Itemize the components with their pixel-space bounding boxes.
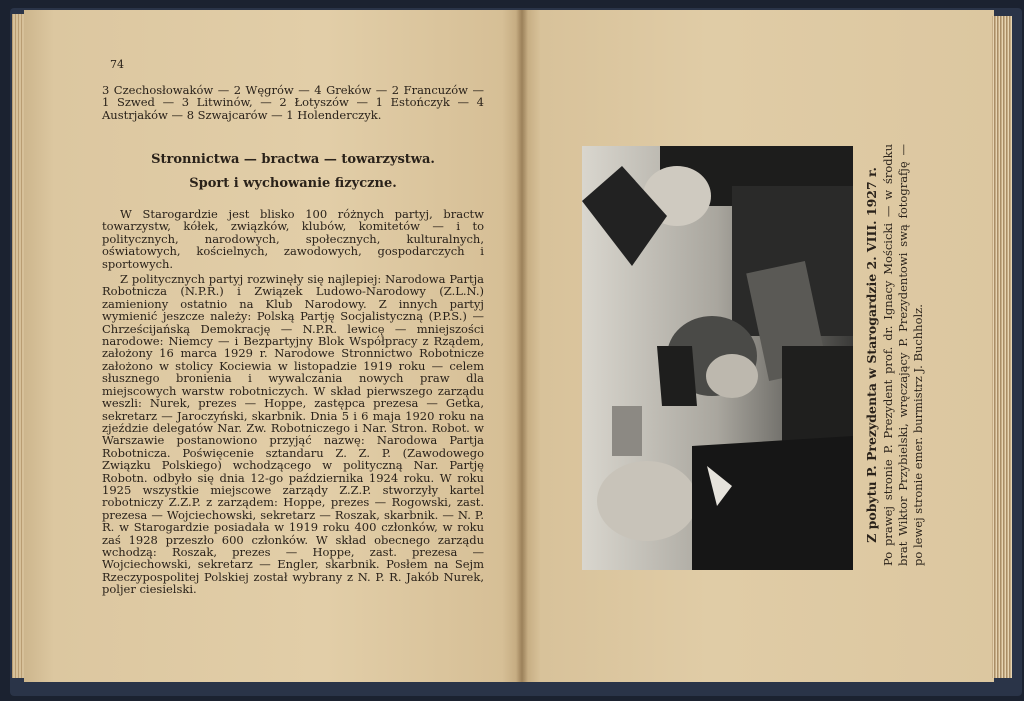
photograph-illustration <box>582 146 853 570</box>
body-text <box>102 208 484 599</box>
caption-title: Z pobytu P. Prezydenta w Starogardzie 2. VIII. 1927 r. <box>864 167 879 543</box>
right-page-edges <box>992 16 1012 678</box>
book-gutter <box>516 10 528 682</box>
section-heading: Stronnictwa — bractwa — towarzystwa. <box>151 152 435 167</box>
caption-body: Po prawej stronie P. Prezydent prof. dr. Ignacy Mościcki — w środku brat Wiktor Przybielski, wręczający P. Prezydentowi swą fotografję — po lewej stronie emer. burmistrz J. Buchholz. <box>881 144 925 566</box>
paragraph-1: W Starogardzie jest blisko 100 różnych partyj, bractw towarzystw, kółek, związków, klubów, komitetów — i to politycznych, narodowych, społecznych, kulturalnych, oświatowych, kościelnych, zawodowych, gospodarczych i sportowych. <box>102 207 484 271</box>
intro-paragraph: 3 Czechosłowaków — 2 Węgrów — 4 Greków — 2 Francuzów — 1 Szwed — 3 Litwinów, — 2 Łotyszów — 1 Estończyk — 4 Austrjaków — 8 Szwajcarów — 1 Holenderczyk. <box>102 83 484 122</box>
paragraph-2: Z politycznych partyj rozwinęły się najlepiej: Narodowa Partja Robotnicza (N.P.R.) i Związek Ludowo-Narodowy (Z.L.N.) zamieniony ostatnio na Klub Narodowy. Z innych partyj wymienić jeszcze należy: Polską Partję Socjalistyczną (P.P.S.) — Chrześcijańską Demokrację — N.P.R. lewicę — mniejszości narodowe: Niemcy — i Bezpartyjny Blok Współpracy z Rządem, założony 16 marca 1929 r. Narodowe Stronnictwo Robotnicze założono w stolicy Kociewia w listopadzie 1919 roku — celem słusznego bronienia i wywalczania nowych praw dla miejscowych warstw robotniczych. W skład pierwszego zarządu weszli: Nurek, prezes — Hoppe, zastępca prezesa — Getka, sekretarz — Jaroczyński, skarbnik. Dnia 5 i 6 maja 1920 roku na zjeździe delegatów Nar. Zw. Robotniczego i Nar. Stron. Robot. w Warszawie postanowiono przyjąć nazwę: Narodowa Partja Robotnicza. Poświęcenie sztandaru Z. Z. P. (Zawodowego Związku Polskiego) wchodzącego w polityczną Nar. Partję Robotn. odbyło się dnia 12-go października 1924 roku. W roku 1925 wszystkie miejscowe zarządy Z.Z.P. stworzyły kartel robotniczy Z.Z.P. z zarządem: Hoppe, prezes — Rogowski, zast. prezesa — Wojciechowski, sekretarz — Roszak, skarbnik. — N. P. R. w Starogardzie posiadała w 1919 roku 400 członków, w roku zaś 1928 przeszło 600 członków. W skład obecnego zarządu wchodzą: Roszak, prezes — Hoppe, zast. prezesa — Wojciechowski, sekretarz — Engler, skarbnik. Posłem na Sejm Rzeczypospolitej Polskiej został wybrany z N. P. R. Jakób Nurek, poljer ciesielski. <box>102 272 484 597</box>
intro-text <box>102 84 484 121</box>
section-subheading: Sport i wychowanie fizyczne. <box>189 176 397 191</box>
page-number: 74 <box>110 58 124 71</box>
photo-caption <box>864 144 926 566</box>
photograph <box>582 146 853 570</box>
